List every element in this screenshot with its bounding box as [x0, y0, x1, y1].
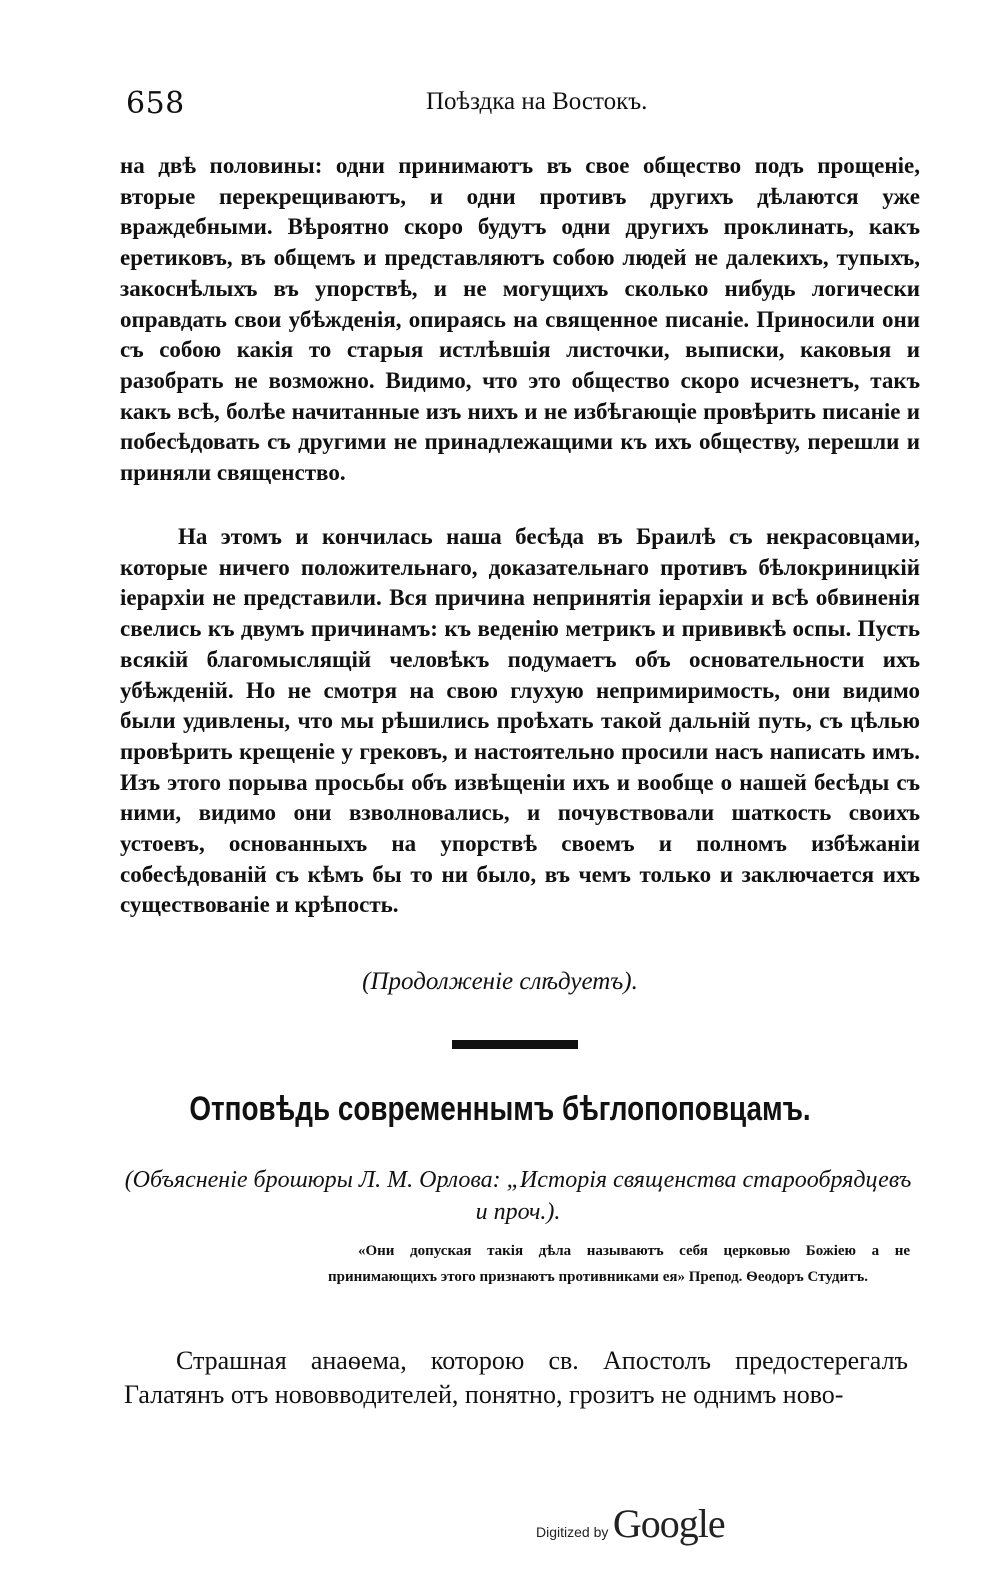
running-title: Поѣздка на Востокъ.	[426, 88, 648, 115]
digitized-by-watermark	[536, 1500, 725, 1547]
google-logo: Google	[612, 1501, 725, 1546]
paragraph-text: На этомъ и кончилась наша бесѣда въ Браилѣ съ некрасовцами, которые ничего положительнаго, доказательнаго противъ бѣлокриницкій іерархіи не представили. Вся причина непринятія іерархіи и всѣ обвиненія свелись къ двумъ причинамъ: къ веденію метрикъ и прививкѣ оспы. Пусть всякій благомыслящій человѣкъ подумаетъ объ основательности ихъ убѣжденій. Но не смотря на свою глухую непримиримость, они видимо были удивлены, что мы рѣшились проѣхать такой дальній путь, съ цѣлью провѣрить крещеніе у грековъ, и настоятельно просили насъ написать имъ. Изъ этого порыва просьбы объ извѣщеніи ихъ и вообще о нашей бесѣды съ ними, видимо они взволновались, и почувствовали шаткость своихъ устоевъ, основанныхъ на упорствѣ своемъ и полномъ избѣжаніи собесѣдованій съ кѣмъ бы то ни было, въ чемъ только и заключается ихъ существованіе и крѣпость.	[120, 524, 920, 918]
page-number: 658	[126, 86, 185, 121]
section-divider	[452, 1040, 578, 1049]
article-title: Отповѣдь современнымъ бѣглопоповцамъ.	[189, 1090, 811, 1128]
epigraph: «Они допуская такія дѣла называютъ себя церковью Божіею а не принимающихъ этого признаютъ противниками ея» Препод. Ѳеодоръ Студитъ.	[328, 1243, 910, 1285]
continued-note: (Продолженіе слѣдуетъ).	[362, 968, 638, 995]
digitized-label: Digitized by	[536, 1524, 609, 1540]
body-paragraph-2	[120, 522, 920, 921]
paragraph-text: на двѣ половины: одни принимаютъ въ свое общество подъ прощеніе, вторые перекрещиваютъ, и одни противъ другихъ дѣлаются уже враждебными. Вѣроятно скоро будутъ одни другихъ проклинать, какъ еретиковъ, въ общемъ и представляютъ собою людей не далекихъ, тупыхъ, закоснѣлыхъ въ упорствѣ, и не могущихъ сколько нибудь логически оправдать свои убѣжденія, опираясь на священное писаніе. Приносили они съ собою какія то старыя истлѣвшія листочки, выписки, каковыя и разобрать не возможно. Видимо, что это общество скоро исчезнетъ, такъ какъ всѣ, болѣе начитанные изъ нихъ и не избѣгающіе провѣрить писаніе и побесѣдовать съ другими не принадлежащими къ ихъ обществу, перешли и приняли священство.	[120, 153, 920, 486]
body-paragraph-1	[120, 151, 920, 489]
article-paragraph: Страшная анаѳема, которою св. Апостолъ предостерегалъ Галатянъ отъ нововводителей, понятно, грозитъ не однимъ ново-	[124, 1346, 908, 1409]
article-subtitle: (Объясненіе брошюры Л. М. Орлова: „Исторія священства старообрядцевъ и проч.).	[124, 1167, 912, 1225]
